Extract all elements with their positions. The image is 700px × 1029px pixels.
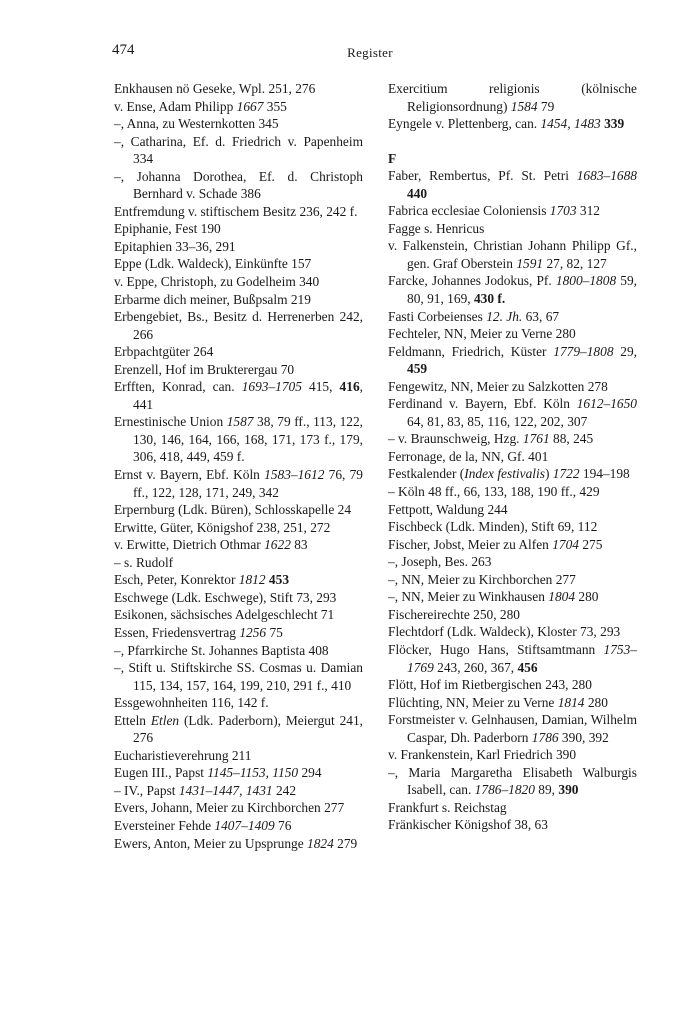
index-column-right-top <box>388 80 637 133</box>
index-entry <box>388 343 637 378</box>
entry-text: Flechtdorf (Ldk. Waldeck), Kloster 73, 293 <box>388 624 621 640</box>
entry-text: 1591 <box>516 255 544 271</box>
index-entry <box>114 413 363 466</box>
running-head: Register <box>347 45 393 60</box>
index-entry <box>114 554 363 572</box>
entry-text: Erbengebiet, Bs., Besitz d. Herrenerben 242, 266 <box>114 309 363 342</box>
index-entry <box>114 80 363 98</box>
entry-text: –, NN, Meier zu Winkhausen <box>388 589 549 605</box>
entry-text: 312 <box>576 203 600 219</box>
index-entry <box>388 325 637 343</box>
index-entry <box>114 220 363 238</box>
index-entry <box>388 676 637 694</box>
index-entry <box>114 606 363 624</box>
entry-text: Erenzell, Hof im Brukterergau 70 <box>114 361 295 377</box>
entry-text: 1587 <box>226 414 254 430</box>
index-entry <box>388 378 637 396</box>
index-column-right <box>388 80 637 834</box>
index-entry <box>388 518 637 536</box>
index-entry <box>114 747 363 765</box>
entry-text: Erbarme dich meiner, Bußpsalm 219 <box>114 291 311 307</box>
entry-text: 242 <box>272 782 297 798</box>
entry-text: Exercitium religionis (kölnische Religionsordnung) <box>388 81 637 114</box>
index-entry <box>114 712 363 747</box>
entry-text: Fischereirechte 250, 280 <box>388 606 521 622</box>
entry-text: Fischer, Jobst, Meier zu Alfen <box>388 536 553 552</box>
entry-text: 29, <box>613 343 637 359</box>
entry-text: Fengewitz, NN, Meier zu Salzkotten 278 <box>388 378 608 394</box>
entry-text: Evers, Johann, Meier zu Kirchborchen 277 <box>114 800 345 816</box>
entry-text: Erpernburg (Ldk. Büren), Schlosskapelle 24 <box>114 502 352 518</box>
entry-text: 1812 <box>238 572 266 588</box>
entry-text: 456 <box>517 659 538 675</box>
entry-text: 64, 81, 83, 85, 116, 122, 202, 307 <box>407 413 588 429</box>
entry-text: v. Erwitte, Dietrich Othmar <box>114 537 265 553</box>
entry-text: ) <box>544 466 553 482</box>
entry-text: Ferdinand v. Bayern, Ebf. Köln <box>388 396 577 412</box>
entry-text: Fränkischer Königshof 38, 63 <box>388 817 548 833</box>
entry-text: Flüchting, NN, Meier zu Verne <box>388 694 558 710</box>
index-entry <box>388 395 637 430</box>
index-entry <box>388 816 637 834</box>
index-entry <box>388 448 637 466</box>
index-entry <box>114 273 363 291</box>
index-entry <box>114 361 363 379</box>
entry-text: Ferronage, de la, NN, Gf. 401 <box>388 448 549 464</box>
entry-text: Fechteler, NN, Meier zu Verne 280 <box>388 326 576 342</box>
entry-text: 63, 67 <box>522 308 560 324</box>
entry-text: Fasti Corbeienses <box>388 308 487 324</box>
entry-text: 1431–1447, 1431 <box>178 782 273 798</box>
entry-text: 355 <box>263 98 287 114</box>
entry-text: , 441 <box>133 379 363 412</box>
entry-text: 1145–1153, 1150 <box>207 765 299 781</box>
entry-text: Ernst v. Bayern, Ebf. Köln <box>114 467 265 483</box>
entry-text: 1779–1808 <box>553 343 614 359</box>
entry-text: (Ldk. Paderborn), Meiergut 241, 276 <box>133 712 364 746</box>
index-entry <box>114 694 363 712</box>
index-entry <box>114 589 363 607</box>
entry-text: 1583–1612 <box>264 467 325 483</box>
entry-text: 1454, 1483 <box>540 116 601 132</box>
index-entry <box>114 501 363 519</box>
entry-text: 1824 <box>307 835 334 851</box>
index-entry <box>114 378 363 413</box>
entry-text: Eyngele v. Plettenberg, can. <box>388 116 541 132</box>
index-entry <box>114 308 363 343</box>
entry-text: 1704 <box>552 536 579 552</box>
entry-text: Erbpachtgüter 264 <box>114 344 214 360</box>
index-entry <box>388 764 637 799</box>
entry-text: Ewers, Anton, Meier zu Upsprunge <box>114 835 308 851</box>
index-entry <box>114 519 363 537</box>
index-entry <box>388 606 637 624</box>
entry-text: Ernestinische Union <box>114 414 227 430</box>
index-entry <box>114 343 363 361</box>
index-entry <box>114 817 363 835</box>
entry-text: 294 <box>298 765 322 781</box>
entry-text: Entfremdung v. stiftischem Besitz 236, 242 f. <box>114 203 358 219</box>
entry-text: Index festivalis <box>464 466 545 482</box>
index-entry <box>114 203 363 221</box>
index-entry <box>388 237 637 272</box>
entry-text: 76, 79 ff., 122, 128, 171, 249, 342 <box>133 467 364 500</box>
index-entry <box>114 255 363 273</box>
entry-text: 430 f. <box>473 291 506 307</box>
entry-text: Eppe (Ldk. Waldeck), Einkünfte 157 <box>114 256 312 272</box>
index-entry <box>388 483 637 501</box>
index-entry <box>388 430 637 448</box>
index-entry <box>114 835 363 853</box>
index-entry <box>388 553 637 571</box>
entry-text: Fagge s. Henricus <box>388 220 485 236</box>
entry-text: 1800–1808 <box>555 273 617 289</box>
entry-text: v. Ense, Adam Philipp <box>114 98 237 114</box>
index-entry <box>114 536 363 554</box>
entry-text: Enkhausen nö Geseke, Wpl. 251, 276 <box>114 81 316 96</box>
entry-text: Eschwege (Ldk. Eschwege), Stift 73, 293 <box>114 589 337 605</box>
entry-text: 1786–1820 <box>474 782 535 798</box>
entry-text: Frankfurt s. Reichstag <box>388 799 507 815</box>
page-number: 474 <box>112 42 135 58</box>
index-entry <box>114 642 363 660</box>
entry-text: – IV., Papst <box>114 782 179 798</box>
section-letter: F <box>388 150 397 166</box>
entry-text: Erwitte, Güter, Königshof 238, 251, 272 <box>114 519 331 535</box>
entry-text: Forstmeister v. Gelnhausen, Damian, Wilhelm Caspar, Dh. Paderborn <box>388 712 637 745</box>
entry-text: 1612–1650 <box>576 396 637 412</box>
index-entry <box>388 746 637 764</box>
entry-text: Etlen <box>150 712 180 728</box>
index-entry <box>114 115 363 133</box>
index-entry <box>388 641 637 676</box>
entry-text: Essen, Friedensvertrag <box>114 624 240 640</box>
entry-text: Esikonen, sächsisches Adelgeschlecht 71 <box>114 607 335 623</box>
index-entry <box>388 220 637 238</box>
entry-text: 1584 <box>510 98 538 114</box>
index-entry <box>114 238 363 256</box>
index-entry <box>388 202 637 220</box>
entry-text: 76 <box>274 817 292 833</box>
entry-text: 243, 260, 367, <box>433 659 518 675</box>
index-entry <box>114 291 363 309</box>
entry-text: 1693–1705 <box>241 379 302 395</box>
entry-text: Feldmann, Friedrich, Küster <box>388 343 554 359</box>
entry-text: –, Catharina, Ef. d. Friedrich v. Papenheim 334 <box>114 133 363 167</box>
entry-text: 279 <box>333 835 358 851</box>
entry-text: – v. Braunschweig, Hzg. <box>388 431 523 447</box>
entry-text: Farcke, Johannes Jodokus, Pf. <box>388 273 556 289</box>
entry-text: 390 <box>558 782 579 798</box>
entry-text: –, NN, Meier zu Kirchborchen 277 <box>388 571 576 587</box>
index-entry <box>114 466 363 501</box>
entry-text: 1753–1769 <box>407 641 637 675</box>
entry-text: Faber, Rembertus, Pf. St. Petri <box>388 168 577 184</box>
entry-text: 280 <box>575 589 599 605</box>
index-entry <box>114 98 363 116</box>
entry-text: 12. Jh. <box>486 308 523 324</box>
entry-text: Esch, Peter, Konrektor <box>114 572 239 588</box>
entry-text: 1722 <box>552 466 580 482</box>
entry-text: Fettpott, Waldung 244 <box>388 501 508 517</box>
entry-text: 1667 <box>236 98 264 114</box>
index-entry <box>388 272 637 307</box>
index-entry <box>388 623 637 641</box>
index-entry <box>388 308 637 326</box>
entry-text: 75 <box>266 624 283 640</box>
entry-text: Fabrica ecclesiae Coloniensis <box>388 203 550 219</box>
entry-text: 89, <box>534 782 559 798</box>
entry-text: 1761 <box>522 431 550 447</box>
entry-text: Erfften, Konrad, can. <box>114 379 242 395</box>
entry-text: Essgewohnheiten 116, 142 f. <box>114 695 269 711</box>
entry-text: 1786 <box>531 729 559 745</box>
entry-text: 1703 <box>549 203 577 219</box>
entry-text: –, Stift u. Stiftskirche SS. Cosmas u. Damian 115, 134, 157, 164, 199, 210, 291 f., 410 <box>114 660 363 693</box>
index-entry <box>388 501 637 519</box>
entry-text: 1804 <box>548 589 576 605</box>
entry-text: Epiphanie, Fest 190 <box>114 221 221 237</box>
index-entry <box>388 465 637 483</box>
entry-text: Flöcker, Hugo Hans, Stiftsamtmann <box>388 641 604 657</box>
entry-text: 194–198 <box>579 466 630 482</box>
entry-text: 59, 80, 91, 169, <box>407 273 638 307</box>
index-entry <box>388 694 637 712</box>
entry-text: Epitaphien 33–36, 291 <box>114 238 236 254</box>
index-entry <box>114 799 363 817</box>
entry-text: 453 <box>268 572 290 588</box>
entry-text: 88, 245 <box>549 431 594 447</box>
entry-text: Flött, Hof im Rietbergischen 243, 280 <box>388 677 592 693</box>
entry-text: –, Joseph, Bes. 263 <box>388 554 492 570</box>
index-column-left <box>114 80 363 852</box>
entry-text: v. Eppe, Christoph, zu Godelheim 340 <box>114 274 320 290</box>
entry-text: 275 <box>579 536 603 552</box>
entry-text: 416 <box>339 379 360 395</box>
entry-text: v. Falkenstein, Christian Johann Philipp Gf., gen. Graf Oberstein <box>388 238 637 271</box>
index-column-right-main <box>388 167 637 834</box>
index-entry <box>388 167 637 202</box>
entry-text: 440 <box>407 185 428 201</box>
index-entry <box>388 588 637 606</box>
entry-text: 1407–1409 <box>214 817 275 833</box>
index-entry <box>114 659 363 694</box>
entry-text: – Köln 48 ff., 66, 133, 188, 190 ff., 429 <box>388 484 600 500</box>
entry-text: –, Maria Margaretha Elisabeth Walburgis Isabell, can. <box>388 764 637 798</box>
index-entry <box>388 711 637 746</box>
entry-text: 1683–1688 <box>576 168 637 184</box>
index-entry <box>114 571 363 589</box>
entry-text: 27, 82, 127 <box>543 255 607 271</box>
index-entry <box>388 799 637 817</box>
entry-text: 339 <box>604 116 625 132</box>
entry-text: –, Anna, zu Westernkotten 345 <box>114 116 279 132</box>
entry-text: Eversteiner Fehde <box>114 817 215 833</box>
entry-text: 79 <box>537 98 555 114</box>
index-entry <box>114 764 363 782</box>
index-entry <box>114 133 363 168</box>
entry-text: Eugen III., Papst <box>114 765 208 781</box>
index-entry <box>388 571 637 589</box>
entry-text: 1256 <box>239 624 267 640</box>
entry-text: 1622 <box>264 537 291 553</box>
entry-text: 83 <box>290 537 308 553</box>
index-entry <box>388 115 637 133</box>
index-entry <box>388 536 637 554</box>
index-entry <box>114 782 363 800</box>
entry-text: – s. Rudolf <box>114 554 174 570</box>
entry-text: Etteln <box>114 712 151 728</box>
entry-text: 415, <box>301 379 340 395</box>
entry-text: –, Johanna Dorothea, Ef. d. Christoph Bernhard v. Schade 386 <box>114 168 363 202</box>
entry-text: Fischbeck (Ldk. Minden), Stift 69, 112 <box>388 519 598 535</box>
entry-text: 38, 79 ff., 113, 122, 130, 146, 164, 166, 168, 171, 173 f., 179, 306, 418, 449, 459 f. <box>133 414 364 465</box>
entry-text: 1814 <box>557 694 585 710</box>
index-entry <box>388 80 637 115</box>
entry-text: –, Pfarrkirche St. Johannes Baptista 408 <box>114 642 329 658</box>
entry-text: 280 <box>584 694 608 710</box>
index-entry <box>114 168 363 203</box>
entry-text: Eucharistieverehrung 211 <box>114 747 252 763</box>
entry-text: v. Frankenstein, Karl Friedrich 390 <box>388 747 577 763</box>
entry-text: Festkalender ( <box>388 466 465 482</box>
entry-text: 390, 392 <box>558 729 609 745</box>
entry-text: 459 <box>407 361 428 377</box>
index-entry <box>114 624 363 642</box>
